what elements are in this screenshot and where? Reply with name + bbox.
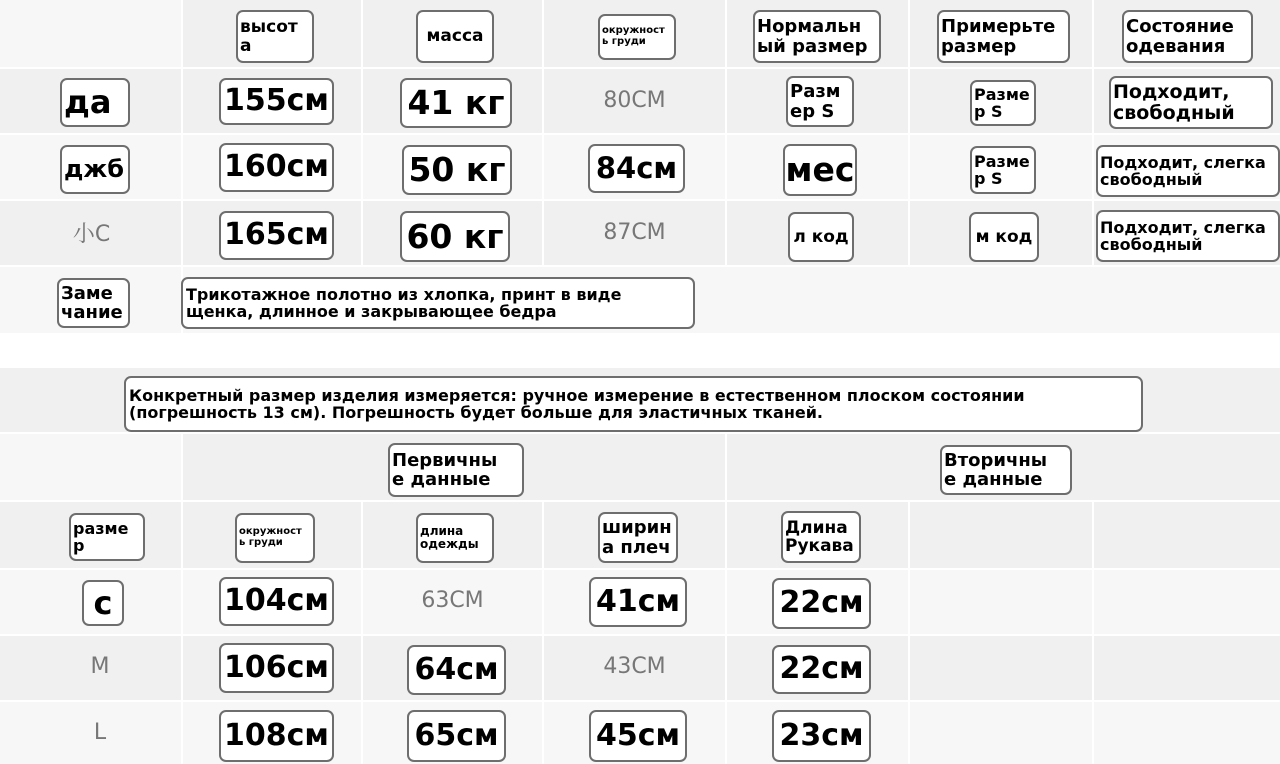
size-label: M bbox=[90, 653, 110, 679]
header-shoulder-width: ширин а плеч bbox=[598, 512, 678, 563]
remark-label: Заме чание bbox=[57, 278, 130, 328]
normal-size-value: Разм ер S bbox=[786, 76, 854, 127]
t2-header-cell bbox=[910, 502, 1092, 568]
group-primary-data: Первичны е данные bbox=[388, 443, 524, 497]
size-label: L bbox=[93, 719, 107, 745]
size-label: с bbox=[82, 580, 124, 626]
try-size-value: м код bbox=[969, 212, 1039, 262]
t1-corner-cell bbox=[0, 0, 181, 67]
header-height: высот а bbox=[236, 10, 314, 63]
weight-value: 60 кг bbox=[400, 211, 510, 262]
weight-value: 50 кг bbox=[402, 145, 512, 195]
chest-value: 80CM bbox=[603, 87, 666, 113]
shoulder-width-value: 41см bbox=[589, 577, 687, 627]
shoulder-width-value: 45см bbox=[589, 710, 687, 762]
garment-length-value: 65см bbox=[407, 710, 506, 762]
row-label: 小C bbox=[72, 221, 111, 247]
header-garment-length: длина одежды bbox=[416, 513, 494, 563]
header-weight: масса bbox=[416, 10, 494, 63]
t2-corner-cell bbox=[0, 434, 181, 500]
normal-size-value: л код bbox=[788, 212, 854, 262]
row-label: джб bbox=[60, 145, 130, 194]
chest-value: 108см bbox=[219, 710, 334, 762]
header-size: разме р bbox=[69, 513, 145, 561]
remark-text: Трикотажное полотно из хлопка, принт в виде щенка, длинное и закрывающее бедра bbox=[181, 277, 695, 329]
garment-length-value: 63CM bbox=[421, 587, 484, 613]
header-normal-size: Нормальн ый размер bbox=[753, 10, 881, 63]
group-secondary-data: Вторичны е данные bbox=[940, 445, 1072, 495]
height-value: 165см bbox=[219, 211, 334, 260]
measurement-note: Конкретный размер изделия измеряется: ручное измерение в естественном плоском состоянии (погрешность 13 см). Погрешность будет больше для эластичных тканей. bbox=[124, 376, 1143, 432]
sleeve-length-value: 22см bbox=[772, 578, 871, 629]
height-value: 155см bbox=[219, 78, 334, 125]
wearing-state-value: Подходит, свободный bbox=[1109, 76, 1273, 129]
normal-size-value: мес bbox=[783, 144, 857, 196]
divider bbox=[908, 69, 910, 267]
divider bbox=[725, 570, 727, 764]
header-chest: окружност ь груди bbox=[598, 14, 676, 60]
divider bbox=[725, 69, 727, 267]
weight-value: 41 кг bbox=[400, 78, 512, 128]
divider bbox=[1092, 69, 1094, 267]
header-sleeve-length: Длина Рукава bbox=[781, 511, 861, 563]
try-size-value: Разме р S bbox=[970, 80, 1036, 126]
garment-length-value: 64см bbox=[407, 645, 506, 695]
chest-value: 106см bbox=[219, 643, 334, 693]
t2-header-cell bbox=[1094, 502, 1280, 568]
divider bbox=[1092, 570, 1094, 764]
height-value: 160см bbox=[219, 143, 334, 192]
wearing-state-value: Подходит, слегка свободный bbox=[1096, 145, 1280, 197]
shoulder-width-value: 43CM bbox=[603, 653, 666, 679]
sleeve-length-value: 22см bbox=[772, 645, 871, 694]
chest-value: 104см bbox=[219, 577, 334, 626]
try-size-value: Разме р S bbox=[970, 146, 1036, 194]
header-try-size: Примерьте размер bbox=[937, 10, 1070, 63]
divider bbox=[908, 570, 910, 764]
header-chest: окружност ь груди bbox=[235, 513, 315, 563]
wearing-state-value: Подходит, слегка свободный bbox=[1096, 210, 1280, 262]
chest-value: 87CM bbox=[603, 219, 666, 245]
header-wearing-state: Состояние одевания bbox=[1122, 10, 1253, 63]
sleeve-length-value: 23см bbox=[772, 710, 871, 762]
row-label: да bbox=[60, 78, 130, 127]
divider bbox=[361, 69, 363, 267]
chest-value: 84см bbox=[588, 144, 685, 193]
